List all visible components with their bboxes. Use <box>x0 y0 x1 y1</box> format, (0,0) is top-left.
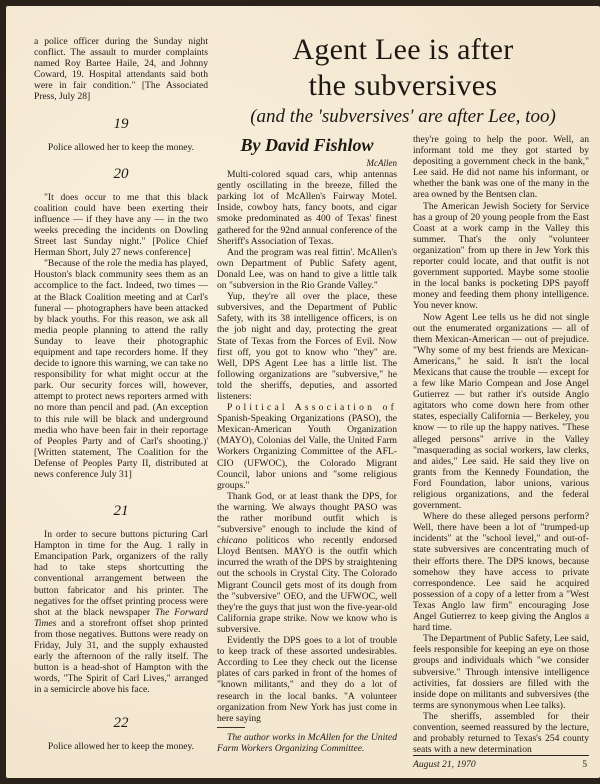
article-paragraph: The American Jewish Society for Service has a group of 20 young people from the East Coast at a work camp in the Valley this summer. That's the only "volunteer organization" from up there in Jew York this reporter could locate, and that outfit is not government supported. Maybe some stoolie in the local banks is pocketing DPS payoff money and feeding them phony intelligence. You never know. <box>413 200 589 312</box>
section-number-21: 21 <box>113 503 129 520</box>
article-paragraph: they're going to help the poor. Well, an informant told me they got started by depositing a government check in the bank," Lee said. He did not name his informant, or whether the bank was one of the many in the area owned by the Bentsen clan. <box>413 134 589 201</box>
section-number-20: 20 <box>113 165 129 182</box>
headline-line-1: Agent Lee is after <box>292 33 514 66</box>
page-number: 5 <box>582 759 587 771</box>
article-paragraph-organizations: Political Association of Spanish-Speaking Organizations (PASO), the Mexican-American Youth Organization (MAYO), Colonias del Valle, the United Farm Workers Organizing Committee of the AFL-CIO (UFWOC), the Colorado Migrant Council, labor unions and "some religious groups." <box>217 402 397 491</box>
article-paragraph: Evidently the DPS goes to a lot of trouble to keep track of these assorted undesirables. According to Lee they check out the license plates of cars parked in front of the homes of "known militants," and they do a lot of research in the local banks. "A volunteer organization from New York has just come in here saying <box>217 635 397 724</box>
article-paragraph: The sheriffs, assembled for their convention, seemed reassured by the lecture, and probably returned to Texas's 254 county seats with a new determination <box>413 710 589 756</box>
left-column <box>34 36 208 752</box>
section-19-text: Police allowed her to keep the money. <box>47 141 195 153</box>
author-note-rule <box>217 727 245 728</box>
headline-line-2: the subversives <box>308 69 498 102</box>
article-paragraph: Where do these alleged persons perform? Well, there have been a lot of "trumped-up incidents" at the "school level," and out-of-state subversives are concentrating much of their efforts there. The DPS knows, because somehow they have access to private correspondence. Lee said he acquired possession of a copy of a letter from a "West Texas Anglo law firm" encouraging Jose Angel Gutierrez to keep giving the Anglos a hard time. <box>413 511 589 634</box>
continued-paragraph: a police officer during the Sunday night conflict. The assault to murder complaints named Roy Bartee Haile, 24, and Johnny Coward, 19. Hospital attendants said both were in fair condition." [The Associated Press, July 28] <box>34 36 208 103</box>
article-columns <box>217 134 589 771</box>
issue-date: August 21, 1970 <box>413 759 476 771</box>
article-paragraph: Multi-colored squad cars, whip antennas gently oscillating in the breeze, filled the parking lot of McAllen's Fairway Motel. Inside, cowboy hats, fancy boots, and cigar smoke predominated as 400 of Texas' finest gathered for the 92nd annual conference of the Sheriff's Association of Texas. <box>217 169 397 247</box>
middle-column-stack <box>217 134 397 764</box>
right-column <box>413 134 589 755</box>
section-22-text: Police allowed her to keep the money. <box>47 740 195 752</box>
article-paragraph: Yup, they're all over the place, these subversives, and the Department of Public Safety, with its 38 intelligence officers, is on the job night and day, protecting the great State of Texas from the Forces of Evil. Now first off, you got to know who "they" are. Well, DPS Agent Lee has a little list. The following organizations are "subversive," he told the sheriffs, deputies, and assorted listeners: <box>217 291 397 402</box>
headline-block <box>217 32 589 128</box>
article-paragraph: Thank God, or at least thank the DPS, for the warning. We always thought PASO was the rather moribund outfit which is "subversive" enough to include the kind of chicano politicos who recently endorsed Lloyd Bentsen. MAYO is the outfit which incurred the wrath of the DPS by straightening out the schools in Crystal City. The Colorado Migrant Council gets most of its dough from the "subversive" OEO, and the UFWOC, well they're the guys that just won the five-year-old California grape strike. Now we know who is subversive. <box>217 490 397 635</box>
byline: By David Fishlow <box>240 135 374 155</box>
section-number-19: 19 <box>113 115 129 132</box>
section-21-paragraph: In order to secure buttons picturing Carl Hampton in time for the Aug. 1 rally in Emancipation Park, organizers of the rally had to take steps shortcutting the conventional arrangement between the button fabricator and his printer. The negatives for the offset printing process were shot at the black newspaper The Forward Times and a storefront offset shop printed from those negatives. Buttons were ready on Friday, July 31, and the supply exhausted early the afternoon of the rally itself. The button is a head-shot of Hampton with the words, "The Spirit of Carl Lives," arranged in a semicircle above his face. <box>34 529 208 696</box>
section-20-paragraph: "Because of the role the media has played, Houston's black community sees them as an accomplice to the fact. Indeed, two times — at the Black Coalition meeting and at Carl's funeral — photographers have been attacked by black youths. For this reason, we ask all media people planning to attend the rally Sunday to leave their photographic equipment and tape recorders home. If they decide to ignore this warning, we can take no responsibility for what might occur at the park. Our security forces will, however, attempt to protect news reporters armed with no more than pencil and pad. (An exception to this rule will be black and underground media who have been fair in their reportage of Peoples Party and of Carl's shooting.)' [Written statement, The Coalition for the Defense of Peoples Party II, distributed at news conference July 31] <box>34 258 208 480</box>
article-area <box>217 32 589 771</box>
subheadline: (and the 'subversives' are after Lee, too) <box>250 106 556 127</box>
section-number-22: 22 <box>113 714 129 731</box>
article-paragraph: The Department of Public Safety, Lee said, feels responsible for keeping an eye on those groups and individuals which "we consider subversive." Through intensive intelligence activities, fat dossiers are filled with the inside dope on militants and subversives (the terms are synonymous when Lee talks). <box>413 633 589 711</box>
author-note: The author works in McAllen for the United Farm Workers Organizing Committee. <box>217 731 397 754</box>
page-footer <box>413 755 589 771</box>
middle-column <box>217 158 397 754</box>
article-paragraph: And the program was real fittin'. McAllen's own Department of Public Safety agent, Donald Lee, was on hand to give a little talk on "subversion in the Rio Grande Valley." <box>217 246 397 292</box>
article-paragraph: Now Agent Lee tells us he did not single out the enumerated organizations — all of them Mexican-American — out of prejudice. "Why some of my best friends are Mexican-Americans," he said. It isn't the local Mexicans that cause the trouble — except for a few like Mario Compean and Jose Angel Gutierrez — but rather it's outside Anglo agitators who come down here from other states, especially California — Berkeley, you know — to rile up the happy natives. "These alleged persons" arrive in the Valley "masquerading as social workers, law clerks, and aides," Lee said. He said they live on grants from the Kennedy Foundation, the Ford Foundation, labor unions, various religious organizations, and the federal government. <box>413 311 589 512</box>
section-20-paragraph: "It does occur to me that this black coalition could have been exerting their influence — if they have any — in the two weeks preceding the incidents on Dowling Street last Sunday night." [Police Chief Herman Short, July 27 news conference] <box>34 191 208 259</box>
dateline: McAllen <box>366 158 397 168</box>
newspaper-page <box>6 6 600 778</box>
right-column-stack <box>413 134 589 771</box>
